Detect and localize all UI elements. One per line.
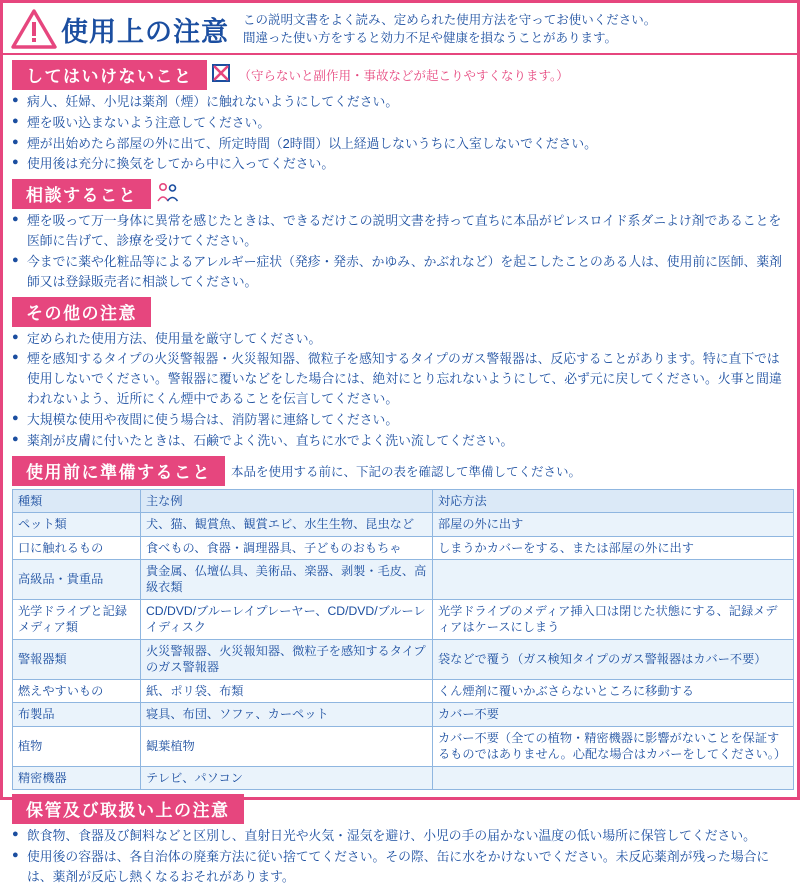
- cell-action: しまうかカバーをする、または部屋の外に出す: [433, 536, 794, 559]
- table-row: [13, 679, 794, 702]
- section-heading-storage: [12, 794, 788, 824]
- cell-kind: 布製品: [13, 703, 141, 726]
- section-label-storage: 保管及び取扱い上の注意: [12, 794, 244, 824]
- table-header-row: [13, 489, 794, 512]
- cell-kind: ペット類: [13, 513, 141, 536]
- section-label-other: その他の注意: [12, 297, 151, 327]
- cell-examples: CD/DVD/ブルーレイプレーヤー、CD/DVD/ブルーレイディスク: [141, 599, 433, 639]
- warning-triangle-icon: [11, 9, 57, 49]
- section-label-prepare: 使用前に準備すること: [12, 456, 225, 486]
- list-item: ● 定められた使用方法、使用量を厳守してください。: [12, 329, 788, 349]
- section-heading-other: [12, 297, 788, 327]
- cell-examples: 火災警報器、火災報知器、微粒子を感知するタイプのガス警報器: [141, 639, 433, 679]
- cell-examples: 紙、ポリ袋、布類: [141, 679, 433, 702]
- cell-action: 袋などで覆う（ガス検知タイプのガス警報器はカバー不要）: [433, 639, 794, 679]
- column-header-action: 対応方法: [433, 489, 794, 512]
- cell-kind: 燃えやすいもの: [13, 679, 141, 702]
- column-header-examples: 主な例: [141, 489, 433, 512]
- list-storage: [12, 826, 788, 886]
- section-heading-consult: [12, 179, 788, 209]
- list-item: ● 使用後の容器は、各自治体の廃棄方法に従い捨ててください。その際、缶に水をかけないでください。未反応薬剤が残った場合には、薬剤が反応し熱くなるおそれがあります。: [12, 847, 788, 887]
- table-row: [13, 703, 794, 726]
- list-item: ● 今までに薬や化粧品等によるアレルギー症状（発疹・発赤、かゆみ、かぶれなど）を起こしたことのある人は、使用前に医師、薬剤師又は登録販売者に相談してください。: [12, 252, 788, 292]
- no-entry-icon: [211, 63, 231, 88]
- list-prohibited: [12, 92, 788, 174]
- cell-action: [433, 560, 794, 600]
- list-consult: [12, 211, 788, 291]
- preparation-table: [12, 489, 794, 791]
- section-heading-prepare: [12, 456, 788, 486]
- section-extra-prepare: 本品を使用する前に、下記の表を確認して準備してください。: [231, 464, 582, 479]
- cell-action: [433, 766, 794, 789]
- table-row: [13, 560, 794, 600]
- cell-examples: 観葉植物: [141, 726, 433, 766]
- cell-kind: 精密機器: [13, 766, 141, 789]
- header-note: [243, 11, 787, 47]
- cell-examples: 貴金属、仏壇仏具、美術品、楽器、剥製・毛皮、高級衣類: [141, 560, 433, 600]
- cell-action: 部屋の外に出す: [433, 513, 794, 536]
- cell-action: くん煙剤に覆いかぶさらないところに移動する: [433, 679, 794, 702]
- section-label-consult: 相談すること: [12, 179, 151, 209]
- cell-examples: 食べもの、食器・調理器具、子どものおもちゃ: [141, 536, 433, 559]
- header-note-line1: この説明文書をよく読み、定められた使用方法を守ってお使いください。: [243, 12, 657, 27]
- consult-doctor-icon: [155, 181, 179, 208]
- list-item: ● 使用後は充分に換気をしてから中に入ってください。: [12, 154, 788, 174]
- table-row: [13, 726, 794, 766]
- section-extra-prohibited: （守らないと副作用・事故などが起こりやすくなります。）: [238, 69, 569, 83]
- document-header: [3, 3, 797, 55]
- cell-kind: 光学ドライブと記録メディア類: [13, 599, 141, 639]
- cell-kind: 口に触れるもの: [13, 536, 141, 559]
- list-other: [12, 329, 788, 451]
- list-item: ● 煙を感知するタイプの火災警報器・火災報知器、微粒子を感知するタイプのガス警報器は、反応することがあります。特に直下では使用しないでください。警報器に覆いなどをした場合には、絶対にとり忘れないようにして、必ず元に戻してください。火事と間違われないよう、近所にくん煙中であることを伝言してください。: [12, 349, 788, 408]
- header-note-line2: 間違った使い方をすると効力不足や健康を損なうことがあります。: [243, 31, 618, 45]
- list-item: ● 煙を吸い込まないよう注意してください。: [12, 113, 788, 133]
- cell-examples: テレビ、パソコン: [141, 766, 433, 789]
- cell-kind: 高級品・貴重品: [13, 560, 141, 600]
- list-item: ● 煙を吸って万一身体に異常を感じたときは、できるだけこの説明文書を持って直ちに本品がピレスロイド系ダニよけ剤であることを医師に告げて、診療を受けてください。: [12, 211, 788, 251]
- cell-action: カバー不要（全ての植物・精密機器に影響がないことを保証するものではありません。心配な場合はカバーをしてください。）: [433, 726, 794, 766]
- table-row: [13, 513, 794, 536]
- list-item: ● 煙が出始めたら部屋の外に出て、所定時間（2時間）以上経過しないうちに入室しないでください。: [12, 134, 788, 154]
- table-row: [13, 639, 794, 679]
- section-heading-prohibited: [12, 60, 788, 90]
- column-header-kind: 種類: [13, 489, 141, 512]
- section-label-prohibited: してはいけないこと: [12, 60, 207, 90]
- cell-action: カバー不要: [433, 703, 794, 726]
- cell-kind: 植物: [13, 726, 141, 766]
- table-row: [13, 599, 794, 639]
- page-title: 使用上の注意: [61, 16, 229, 47]
- cell-examples: 犬、猫、観賞魚、観賞エビ、水生生物、昆虫など: [141, 513, 433, 536]
- list-item: ● 病人、妊婦、小児は薬剤（煙）に触れないようにしてください。: [12, 92, 788, 112]
- cell-action: 光学ドライブのメディア挿入口は閉じた状態にする、記録メディアはケースにしまう: [433, 599, 794, 639]
- list-item: ● 薬剤が皮膚に付いたときは、石鹸でよく洗い、直ちに水でよく洗い流してください。: [12, 431, 788, 451]
- table-row: [13, 766, 794, 789]
- list-item: ● 大規模な使用や夜間に使う場合は、消防署に連絡してください。: [12, 410, 788, 430]
- cell-examples: 寝具、布団、ソファ、カーペット: [141, 703, 433, 726]
- cell-kind: 警報器類: [13, 639, 141, 679]
- list-item: ● 飲食物、食器及び飼料などと区別し、直射日光や火気・湿気を避け、小児の手の届かない温度の低い場所に保管してください。: [12, 826, 788, 846]
- table-row: [13, 536, 794, 559]
